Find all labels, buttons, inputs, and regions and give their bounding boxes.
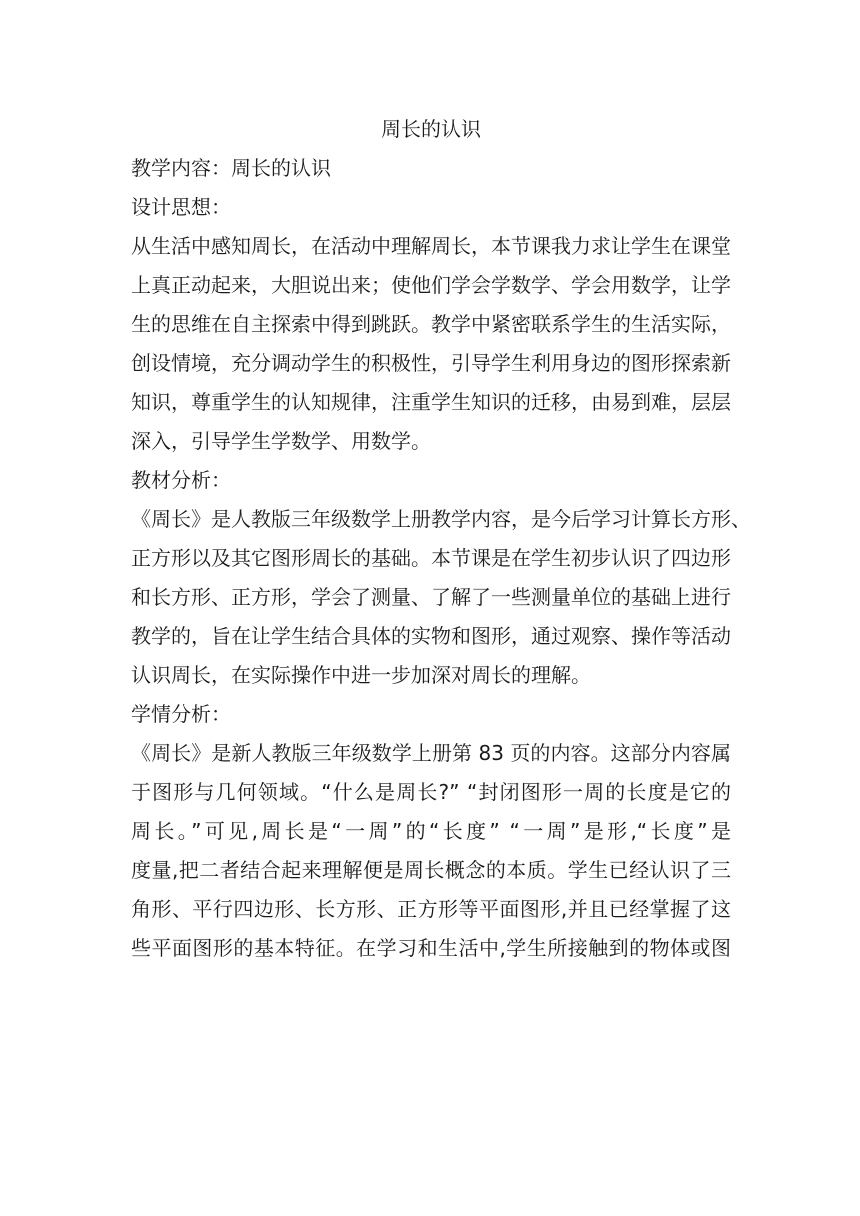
paragraph-line: 于图形与几何领域。“什么是周长?” “封闭图形一周的长度是它的 <box>131 780 731 804</box>
teaching-content-line: 教学内容：周长的认识 <box>131 156 331 180</box>
paragraph-line: 知识，尊重学生的认知规律，注重学生知识的迁移，由易到难，层层 <box>131 390 731 414</box>
paragraph-line: 生的思维在自主探索中得到跳跃。教学中紧密联系学生的生活实际， <box>131 312 731 336</box>
paragraph-line: 《周长》是新人教版三年级数学上册第 83 页的内容。这部分内容属 <box>131 741 731 765</box>
material-paragraph <box>131 500 751 695</box>
paragraph-line: 深入，引导学生学数学、用数学。 <box>131 429 431 453</box>
document-title: 周长的认识 <box>381 117 481 141</box>
paragraph-line: 创设情境，充分调动学生的积极性，引导学生利用身边的图形探索新 <box>131 351 731 375</box>
paragraph-line: 和长方形、正方形，学会了测量、了解了一些测量单位的基础上进行 <box>131 585 731 609</box>
paragraph-line: 《周长》是人教版三年级数学上册教学内容，是今后学习计算长方形、 <box>131 507 751 531</box>
design-heading: 设计思想： <box>131 195 231 219</box>
student-heading: 学情分析： <box>131 702 231 726</box>
paragraph-line: 教学的，旨在让学生结合具体的实物和图形，通过观察、操作等活动 <box>131 624 731 648</box>
design-paragraph <box>131 227 731 461</box>
paragraph-line: 认识周长，在实际操作中进一步加深对周长的理解。 <box>131 663 591 687</box>
student-paragraph <box>131 734 731 968</box>
paragraph-line: 上真正动起来，大胆说出来；使他们学会学数学、学会用数学，让学 <box>131 273 731 297</box>
paragraph-line: 从生活中感知周长，在活动中理解周长，本节课我力求让学生在课堂 <box>131 234 731 258</box>
paragraph-line: 些平面图形的基本特征。在学习和生活中,学生所接触到的物体或图 <box>131 936 731 960</box>
material-heading: 教材分析： <box>131 468 231 492</box>
paragraph-line: 度量,把二者结合起来理解便是周长概念的本质。学生已经认识了三 <box>131 858 731 882</box>
paragraph-line: 周长。”可见,周长是“一周”的“长度” “一周”是形,“长度”是 <box>131 819 731 843</box>
paragraph-line: 正方形以及其它图形周长的基础。本节课是在学生初步认识了四边形 <box>131 546 731 570</box>
paragraph-line: 角形、平行四边形、长方形、正方形等平面图形,并且已经掌握了这 <box>131 897 731 921</box>
document-body <box>131 110 751 968</box>
